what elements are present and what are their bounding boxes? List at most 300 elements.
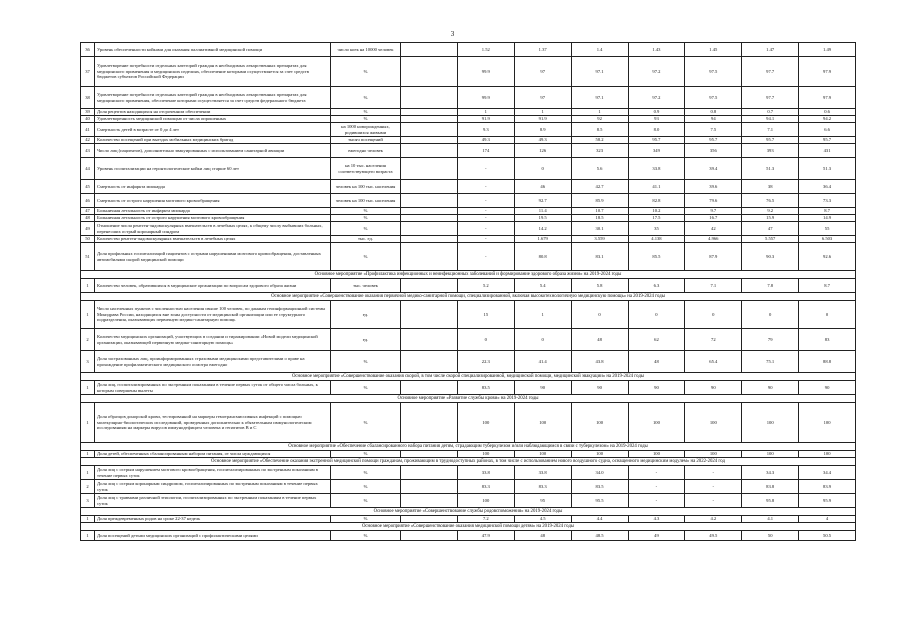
indicator-name: Отношение числа рентген-эндоваскулярных вмешательств в лечебных целях, к общему числу выбывших больных, перенесших острый коронарный синдром	[95, 222, 331, 236]
value-cell: 0	[685, 301, 742, 329]
unit-cell: %	[331, 57, 401, 87]
value-cell: 1.52	[457, 43, 514, 57]
value-cell: -	[628, 494, 685, 508]
value-cell: 1.4	[571, 43, 628, 57]
value-cell: 35	[628, 222, 685, 236]
value-cell: 100	[457, 403, 514, 443]
value-cell: 41.4	[514, 351, 571, 373]
value-cell: 100	[457, 494, 514, 508]
value-cell: 0.9	[628, 109, 685, 116]
section-header-row	[81, 293, 856, 301]
value-cell: 48	[628, 351, 685, 373]
value-cell: 97.9	[799, 57, 856, 87]
unit-cell: %	[331, 351, 401, 373]
value-cell	[401, 243, 458, 271]
table-row	[81, 57, 856, 87]
value-cell: 50	[742, 531, 799, 541]
value-cell: 90	[742, 381, 799, 395]
indicators-table	[80, 42, 856, 541]
value-cell: 8.9	[514, 123, 571, 137]
row-number: 38	[81, 87, 95, 109]
value-cell	[401, 480, 458, 494]
row-number: 50	[81, 236, 95, 243]
value-cell: 97.7	[742, 87, 799, 109]
value-cell: -	[457, 236, 514, 243]
section-title: Основное мероприятие «Совершенствование оказания первичной медико-санитарной помощи, специализированной, включая высокотехнологичную медицинскую помощь» на 2019-2024 годы	[81, 293, 856, 301]
value-cell	[401, 279, 458, 293]
value-cell: 51.3	[799, 158, 856, 180]
table-row	[81, 215, 856, 222]
value-cell: -	[457, 180, 514, 194]
value-cell: 100	[742, 451, 799, 458]
value-cell: 0.6	[799, 109, 856, 116]
indicator-name: Доля застрахованных лиц, проинформированных страховыми медицинскими представителями о праве на прохождение профилактического медицинского осмотра ежегодно	[95, 351, 331, 373]
value-cell: 94.2	[799, 116, 856, 123]
value-cell	[401, 109, 458, 116]
value-cell: 80.8	[514, 243, 571, 271]
value-cell	[401, 403, 458, 443]
unit-cell: %	[331, 208, 401, 215]
row-number: 41	[81, 123, 95, 137]
value-cell: 1	[457, 109, 514, 116]
row-number: 49	[81, 222, 95, 236]
value-cell: 4.966	[685, 236, 742, 243]
section-title: Основное мероприятие «Совершенствование службы родовспоможения» на 2019-2024 годы	[81, 508, 856, 516]
indicator-name: Удовлетворение потребности отдельных категорий граждан в необходимых лекарственных препаратах для медицинского применения и медицинских изделиях, обеспечение которыми осуществляется за счет средств бюджетов субъектов Российской Федерации	[95, 57, 331, 87]
value-cell: 75.1	[742, 351, 799, 373]
section-header-row	[81, 373, 856, 381]
row-number: 44	[81, 158, 95, 180]
indicator-name: Удовлетворенность медицинской помощью от числа опрошенных	[95, 116, 331, 123]
value-cell: 8.0	[628, 123, 685, 137]
indicator-name: Количество медицинских организаций, участвующих в создании и тиражировании «Новой модели медицинской организации, оказывающей первичную медико-санитарную помощь»	[95, 329, 331, 351]
value-cell: 48.5	[571, 531, 628, 541]
section-title: Основное мероприятие «Совершенствование оказания медицинской помощи детям» на 2019-2024 годы	[81, 523, 856, 531]
row-number: 2	[81, 329, 95, 351]
value-cell: 15.9	[742, 215, 799, 222]
value-cell: 100	[628, 451, 685, 458]
indicator-name: Доля образцов донорской крови, тестированной на маркеры гемотрансмиссивных инфекций с помощью молекулярно-биологических исследований, проведенных дополнительно к обязательным иммунологическим исследованиям на маркеры вирусов иммунодефицита человека и гепатитов В и С	[95, 403, 331, 443]
table-row	[81, 403, 856, 443]
table-row	[81, 381, 856, 395]
value-cell: 9.7	[685, 208, 742, 215]
row-number: 36	[81, 43, 95, 57]
value-cell: 95	[514, 494, 571, 508]
table-row	[81, 466, 856, 480]
value-cell: 3.559	[571, 236, 628, 243]
value-cell: 22.3	[457, 351, 514, 373]
value-cell	[401, 222, 458, 236]
value-cell: 73.3	[799, 194, 856, 208]
value-cell	[401, 137, 458, 144]
value-cell: 83.3	[514, 480, 571, 494]
value-cell: 7.1	[742, 123, 799, 137]
indicator-name: Больничная летальность от острого нарушения мозгового кровообращения	[95, 215, 331, 222]
value-cell: 100	[457, 451, 514, 458]
value-cell: 97.2	[628, 87, 685, 109]
value-cell: 431	[799, 144, 856, 158]
value-cell: 11.4	[514, 208, 571, 215]
value-cell: 39.4	[685, 158, 742, 180]
indicator-name: Смертность от острого нарушения мозгового кровообращения	[95, 194, 331, 208]
value-cell: 16.7	[685, 215, 742, 222]
value-cell: 1.43	[628, 43, 685, 57]
value-cell: 1	[514, 301, 571, 329]
value-cell: 41.1	[628, 180, 685, 194]
value-cell: 5.557	[742, 236, 799, 243]
value-cell: 43.8	[571, 351, 628, 373]
value-cell: 97.1	[571, 57, 628, 87]
value-cell: 49	[628, 531, 685, 541]
value-cell	[401, 215, 458, 222]
value-cell: 50.5	[799, 531, 856, 541]
value-cell: 1.679	[514, 236, 571, 243]
value-cell: 34.3	[742, 466, 799, 480]
unit-cell: %	[331, 215, 401, 222]
section-header-row	[81, 395, 856, 403]
value-cell	[401, 43, 458, 57]
value-cell: 100	[685, 451, 742, 458]
table-row	[81, 516, 856, 523]
value-cell: 88.8	[799, 351, 856, 373]
value-cell: 90	[685, 381, 742, 395]
table-row	[81, 243, 856, 271]
table-row	[81, 180, 856, 194]
unit-cell: %	[331, 531, 401, 541]
indicator-name: Доля преждевременных родов на сроке 22-37 недель	[95, 516, 331, 523]
value-cell: 83.5	[571, 480, 628, 494]
value-cell	[401, 236, 458, 243]
value-cell: 85.9	[571, 194, 628, 208]
value-cell: 5.2	[457, 279, 514, 293]
value-cell: 4.2	[685, 516, 742, 523]
value-cell: 100	[571, 403, 628, 443]
table-row	[81, 480, 856, 494]
indicator-name: Количество рентген-эндоваскулярных вмешательств в лечебных целях	[95, 236, 331, 243]
row-number: 3	[81, 351, 95, 373]
value-cell: 7.8	[742, 279, 799, 293]
indicator-name: Больничная летальность от инфаркта миокарда	[95, 208, 331, 215]
value-cell: 10.2	[628, 208, 685, 215]
value-cell: 7.2	[457, 516, 514, 523]
value-cell: 126	[514, 144, 571, 158]
value-cell: -	[457, 222, 514, 236]
value-cell	[401, 57, 458, 87]
value-cell: 100	[628, 403, 685, 443]
value-cell: 91.9	[514, 116, 571, 123]
value-cell	[401, 466, 458, 480]
value-cell: 34.0	[571, 466, 628, 480]
value-cell: 83.1	[571, 243, 628, 271]
value-cell	[401, 329, 458, 351]
row-number: 2	[81, 480, 95, 494]
indicator-name: Доля лиц с острым коронарным синдромом, госпитализированных по экстренным показаниям в течение первых суток	[95, 480, 331, 494]
value-cell	[401, 351, 458, 373]
value-cell: 0	[514, 329, 571, 351]
value-cell: 1	[571, 109, 628, 116]
value-cell: 33.8	[457, 466, 514, 480]
value-cell: 10.7	[571, 208, 628, 215]
value-cell: 393	[742, 144, 799, 158]
value-cell: 83	[799, 329, 856, 351]
value-cell: 47.9	[457, 531, 514, 541]
value-cell: 0	[457, 329, 514, 351]
value-cell	[401, 158, 458, 180]
table-row	[81, 123, 856, 137]
value-cell: 100	[514, 451, 571, 458]
value-cell: 174	[457, 144, 514, 158]
row-number: 1	[81, 531, 95, 541]
value-cell: 4.1	[742, 516, 799, 523]
unit-cell: ед.	[331, 301, 401, 329]
value-cell: 65.4	[685, 351, 742, 373]
value-cell: 0	[514, 158, 571, 180]
value-cell: 47	[742, 222, 799, 236]
row-number: 1	[81, 301, 95, 329]
value-cell	[401, 208, 458, 215]
value-cell: 5.8	[571, 279, 628, 293]
table-row	[81, 494, 856, 508]
value-cell: 51.3	[742, 158, 799, 180]
value-cell: 42	[685, 222, 742, 236]
value-cell: 83.9	[799, 480, 856, 494]
unit-cell: %	[331, 480, 401, 494]
value-cell	[401, 494, 458, 508]
value-cell: 92.6	[799, 243, 856, 271]
value-cell: 92.7	[514, 194, 571, 208]
value-cell: 90.3	[742, 243, 799, 271]
table-row	[81, 329, 856, 351]
value-cell: 100	[799, 403, 856, 443]
indicator-name: Уровень госпитализации на геронтологические койки лиц старше 60 лет	[95, 158, 331, 180]
value-cell: 97.1	[571, 87, 628, 109]
value-cell: 33.8	[628, 158, 685, 180]
value-cell: 42.7	[571, 180, 628, 194]
value-cell: 48	[514, 531, 571, 541]
row-number: 1	[81, 381, 95, 395]
value-cell: 6.503	[799, 236, 856, 243]
value-cell: 0	[742, 301, 799, 329]
table-row	[81, 279, 856, 293]
indicator-name: Доля лиц с травмами различной этиологии, госпитализированных по экстренным показаниям в течение первых суток	[95, 494, 331, 508]
value-cell: 38	[742, 180, 799, 194]
value-cell: 0	[628, 301, 685, 329]
table-row	[81, 208, 856, 215]
value-cell: 14.2	[514, 222, 571, 236]
value-cell	[401, 451, 458, 458]
indicator-name: Число населенных пунктов с численностью населения свыше 100 человек, по данным геоинформационной системы Минздрава России, находящихся вне зоны доступности от медицинской организации или ее структурного подразделения, оказывающих первичную медико-санитарную помощь	[95, 301, 331, 329]
value-cell: 92	[571, 116, 628, 123]
row-number: 46	[81, 194, 95, 208]
table-row	[81, 43, 856, 57]
row-number: 1	[81, 466, 95, 480]
section-title: Основное мероприятие «Совершенствование оказания скорой, в том числе скорой специализированной, медицинской помощи, медицинской эвакуации» на 2019-2024 годы	[81, 373, 856, 381]
section-header-row	[81, 443, 856, 451]
value-cell: 1.45	[685, 43, 742, 57]
value-cell: 1.37	[514, 43, 571, 57]
value-cell: 55	[799, 222, 856, 236]
section-header-row	[81, 271, 856, 279]
row-number: 45	[81, 180, 95, 194]
unit-cell: ежегодно человек	[331, 144, 401, 158]
value-cell: 95.9	[799, 494, 856, 508]
section-header-row	[81, 508, 856, 516]
value-cell: 0.7	[742, 109, 799, 116]
value-cell: 99.9	[457, 57, 514, 87]
table-row	[81, 194, 856, 208]
table-body	[81, 43, 856, 541]
value-cell: 7.1	[685, 279, 742, 293]
value-cell	[401, 381, 458, 395]
table-row	[81, 158, 856, 180]
unit-cell: %	[331, 466, 401, 480]
value-cell: 100	[742, 403, 799, 443]
unit-cell: человек на 100 тыс. населения	[331, 194, 401, 208]
value-cell: 82.8	[628, 194, 685, 208]
value-cell: 97	[514, 87, 571, 109]
value-cell: 49.3	[514, 137, 571, 144]
row-number: 37	[81, 57, 95, 87]
value-cell: 18.5	[571, 215, 628, 222]
table-row	[81, 87, 856, 109]
value-cell	[401, 301, 458, 329]
value-cell: 95.7	[799, 137, 856, 144]
value-cell: 87.9	[685, 243, 742, 271]
value-cell: 95.8	[742, 494, 799, 508]
value-cell: 100	[685, 403, 742, 443]
unit-cell: тыс. человек	[331, 279, 401, 293]
value-cell: 9.3	[457, 123, 514, 137]
value-cell: 356	[685, 144, 742, 158]
indicator-name: Смертность детей в возрасте от 0 до 4 лет	[95, 123, 331, 137]
table-row	[81, 451, 856, 458]
indicator-name: Число лиц (пациентов), дополнительно эвакуированных с использованием санитарной авиации	[95, 144, 331, 158]
value-cell: -	[457, 208, 514, 215]
indicator-name: Количество человек, обратившихся в медицинские организации по вопросам здорового образа жизни	[95, 279, 331, 293]
indicator-name: Доля посещений детьми медицинских организаций с профилактическими целями	[95, 531, 331, 541]
value-cell: 34.4	[799, 466, 856, 480]
indicator-name: Доля детей, обеспеченных сбалансированным набором питания, от числа нуждающихся	[95, 451, 331, 458]
value-cell	[401, 516, 458, 523]
table-row	[81, 137, 856, 144]
indicator-name: Доля лиц, госпитализированных по экстренным показаниям в течение первых суток от общего числа больных, к которым совершены вылеты	[95, 381, 331, 395]
indicator-name: Удовлетворение потребности отдельных категорий граждан в необходимых лекарственных препаратах для медицинского применения, обеспечение которыми осуществляется за счет средств федерального бюджета	[95, 87, 331, 109]
value-cell: 0.8	[685, 109, 742, 116]
indicator-name: Доля лиц с острым нарушением мозгового кровообращения, госпитализированных по экстренным показаниям в течение первых суток	[95, 466, 331, 480]
value-cell: 4	[799, 516, 856, 523]
value-cell: -	[685, 466, 742, 480]
unit-cell: %	[331, 516, 401, 523]
value-cell	[401, 180, 458, 194]
value-cell	[401, 531, 458, 541]
value-cell	[401, 144, 458, 158]
unit-cell: %	[331, 494, 401, 508]
value-cell: 83.5	[457, 381, 514, 395]
table-row	[81, 116, 856, 123]
value-cell: 7.5	[685, 123, 742, 137]
value-cell: 95.7	[685, 137, 742, 144]
table-row	[81, 531, 856, 541]
value-cell: 72	[685, 329, 742, 351]
value-cell	[401, 87, 458, 109]
value-cell: 62	[628, 329, 685, 351]
value-cell: 49.3	[457, 137, 514, 144]
value-cell: 19.5	[514, 215, 571, 222]
row-number: 40	[81, 116, 95, 123]
value-cell: 49.5	[685, 531, 742, 541]
value-cell: 97	[514, 57, 571, 87]
row-number: 51	[81, 243, 95, 271]
value-cell: 9.2	[742, 208, 799, 215]
unit-cell: %	[331, 87, 401, 109]
value-cell: 90	[628, 381, 685, 395]
value-cell: 85.5	[628, 243, 685, 271]
row-number: 48	[81, 215, 95, 222]
value-cell: 76.5	[742, 194, 799, 208]
value-cell: 46	[514, 180, 571, 194]
unit-cell: %	[331, 222, 401, 236]
section-title: Основное мероприятие «Развитие службы крови» на 2019-2024 годы	[81, 395, 856, 403]
unit-cell: на 1000 новорожденных, родившихся живыми	[331, 123, 401, 137]
section-header-row	[81, 523, 856, 531]
value-cell: 97.9	[799, 87, 856, 109]
value-cell: 8.7	[799, 208, 856, 215]
page-number: 3	[450, 30, 455, 38]
value-cell: 79	[742, 329, 799, 351]
value-cell: 94	[685, 116, 742, 123]
unit-cell: тыс. ед.	[331, 236, 401, 243]
value-cell: 94.1	[742, 116, 799, 123]
table-row	[81, 351, 856, 373]
value-cell: 100	[514, 403, 571, 443]
value-cell: 1.47	[742, 43, 799, 57]
value-cell: 95.5	[571, 494, 628, 508]
value-cell: 97.5	[685, 57, 742, 87]
value-cell: 83.3	[457, 480, 514, 494]
value-cell: -	[457, 215, 514, 222]
value-cell: -	[628, 466, 685, 480]
value-cell: 33.8	[514, 466, 571, 480]
section-title: Основное мероприятие «Профилактика инфекционных и неинфекционных заболеваний и формирование здорового образа жизни» на 2019-2024 годы	[81, 271, 856, 279]
value-cell	[401, 116, 458, 123]
value-cell: 79.6	[685, 194, 742, 208]
indicator-name: Доля профильных госпитализаций пациентов с острыми нарушениями мозгового кровообращения, доставленных автомобилями скорой медицинской помощи	[95, 243, 331, 271]
value-cell: 4.3	[628, 516, 685, 523]
value-cell: 95.7	[628, 137, 685, 144]
value-cell: 4.138	[628, 236, 685, 243]
table-row	[81, 109, 856, 116]
value-cell: 91.9	[457, 116, 514, 123]
unit-cell: на 10 тыс. населения соответствующего возраста	[331, 158, 401, 180]
value-cell: -	[457, 158, 514, 180]
section-title: Основное мероприятие «Обеспечение оказания экстренной медицинской помощи гражданам, проживающим в труднодоступных районах, в том числе с использованием нового воздушного судна, оснащенного медицинским модулем» на 2022-2024 год	[81, 458, 856, 466]
value-cell: 97.5	[685, 87, 742, 109]
indicator-name: Уровень обеспеченности койками для оказания паллиативной медицинской помощи	[95, 43, 331, 57]
value-cell: 323	[571, 144, 628, 158]
row-number: 47	[81, 208, 95, 215]
value-cell: 5.4	[514, 279, 571, 293]
value-cell: 6.3	[628, 279, 685, 293]
value-cell: 0	[571, 301, 628, 329]
unit-cell: человек на 100 тыс. населения	[331, 180, 401, 194]
value-cell: -	[628, 480, 685, 494]
indicator-name: Доля рецептов находящихся на отсроченном обеспечении	[95, 109, 331, 116]
value-cell: 83.8	[742, 480, 799, 494]
value-cell: 39.6	[685, 180, 742, 194]
table-row	[81, 236, 856, 243]
value-cell: 93	[628, 116, 685, 123]
row-number: 3	[81, 494, 95, 508]
